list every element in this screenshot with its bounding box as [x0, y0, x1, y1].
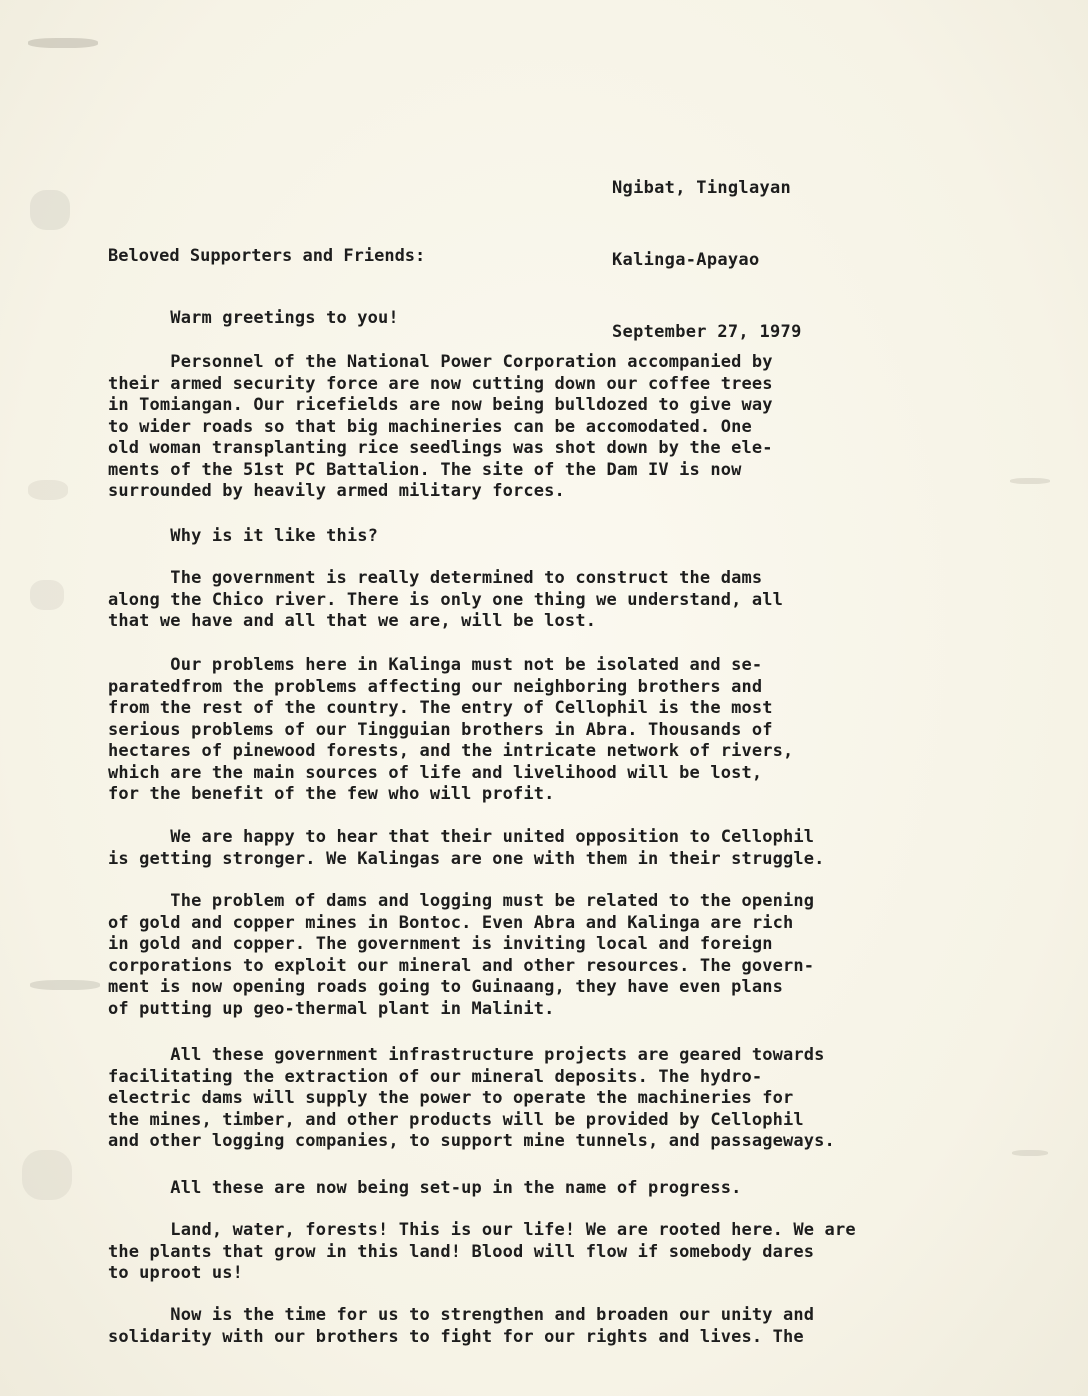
- paragraph-line: serious problems of our Tingguian brothers in Abra. Thousands of: [108, 719, 773, 740]
- body-paragraph: [108, 1305, 968, 1348]
- paragraph-line: Land, water, forests! This is our life! We are rooted here. We are: [108, 1220, 856, 1240]
- body-paragraph: [108, 568, 968, 633]
- body-paragraph: [108, 526, 968, 548]
- paragraph-line: in gold and copper. The government is inviting local and foreign: [108, 934, 773, 954]
- paragraph-line: that we have and all that we are, will be lost.: [108, 611, 597, 631]
- scan-speck: [30, 190, 70, 230]
- paragraph-line: facilitating the extraction of our mineral deposits. The hydro-: [108, 1066, 763, 1087]
- scan-speck: [1010, 478, 1050, 484]
- scan-speck: [28, 38, 98, 48]
- paragraph-line: Now is the time for us to strengthen and broaden our unity and: [108, 1305, 815, 1325]
- paragraph-line: old woman transplanting rice seedlings was shot down by the ele-: [108, 438, 773, 458]
- paragraph-line: Personnel of the National Power Corporation accompanied by: [108, 352, 773, 372]
- scan-speck: [28, 480, 68, 500]
- body-paragraph: [108, 1178, 968, 1200]
- paragraph-line: All these government infrastructure projects are geared towards: [108, 1045, 825, 1065]
- paragraph-line: surrounded by heavily armed military forces.: [108, 481, 565, 501]
- paragraph-line: Why is it like this?: [108, 526, 379, 546]
- address-line: Ngibat, Tinglayan: [612, 178, 792, 198]
- paragraph-line: along the Chico river. There is only one thing we understand, all: [108, 589, 784, 610]
- paragraph-line: of putting up geo-thermal plant in Malinit.: [108, 998, 555, 1019]
- body-paragraph: [108, 1220, 968, 1285]
- paragraph-line: and other logging companies, to support mine tunnels, and passageways.: [108, 1131, 835, 1151]
- body-paragraph: [108, 827, 968, 870]
- address-line: Kalinga-Apayao: [612, 250, 760, 270]
- scan-speck: [1012, 1150, 1048, 1156]
- body-paragraph: [108, 655, 968, 806]
- body-paragraph: [108, 891, 968, 1020]
- paragraph-line: electric dams will supply the power to operate the machineries for: [108, 1088, 794, 1108]
- salutation: Beloved Supporters and Friends:: [108, 246, 426, 266]
- paragraph-line: ments of the 51st PC Battalion. The site of the Dam IV is now: [108, 459, 742, 480]
- paragraph-line: to wider roads so that big machineries can be accomodated. One: [108, 416, 752, 437]
- paragraph-line: The problem of dams and logging must be related to the opening: [108, 891, 815, 911]
- paragraph-line: hectares of pinewood forests, and the intricate network of rivers,: [108, 741, 794, 761]
- paragraph-line: the plants that grow in this land! Blood will flow if somebody dares: [108, 1241, 815, 1262]
- paragraph-line: from the rest of the country. The entry of Cellophil is the most: [108, 698, 773, 718]
- paragraph-line: for the benefit of the few who will profit.: [108, 784, 555, 804]
- paragraph-line: the mines, timber, and other products will be provided by Cellophil: [108, 1109, 804, 1130]
- paragraph-line: We are happy to hear that their united opposition to Cellophil: [108, 827, 815, 847]
- paragraph-line: Warm greetings to you!: [108, 308, 399, 328]
- paragraph-line: their armed security force are now cutting down our coffee trees: [108, 373, 773, 394]
- paragraph-line: in Tomiangan. Our ricefields are now being bulldozed to give way: [108, 395, 773, 415]
- paragraph-line: which are the main sources of life and livelihood will be lost,: [108, 762, 763, 783]
- body-paragraph: [108, 1045, 968, 1153]
- paragraph-line: Our problems here in Kalinga must not be isolated and se-: [108, 655, 763, 675]
- paragraph-line: paratedfrom the problems affecting our neighboring brothers and: [108, 676, 763, 697]
- body-paragraph: [108, 352, 968, 503]
- paragraph-line: corporations to exploit our mineral and other resources. The govern-: [108, 955, 815, 976]
- scan-speck: [22, 1150, 72, 1200]
- paragraph-line: All these are now being set-up in the name of progress.: [108, 1178, 742, 1198]
- scan-speck: [30, 980, 100, 990]
- paragraph-line: The government is really determined to construct the dams: [108, 568, 763, 588]
- body-paragraph: [108, 308, 968, 330]
- paragraph-line: to uproot us!: [108, 1263, 244, 1283]
- paragraph-line: is getting stronger. We Kalingas are one with them in their struggle.: [108, 848, 825, 869]
- scan-speck: [30, 580, 64, 610]
- letter-date: September 27, 1979: [612, 322, 802, 342]
- paragraph-line: ment is now opening roads going to Guinaang, they have even plans: [108, 977, 784, 997]
- paragraph-line: of gold and copper mines in Bontoc. Even Abra and Kalinga are rich: [108, 912, 794, 933]
- paragraph-line: solidarity with our brothers to fight for our rights and lives. The: [108, 1326, 804, 1347]
